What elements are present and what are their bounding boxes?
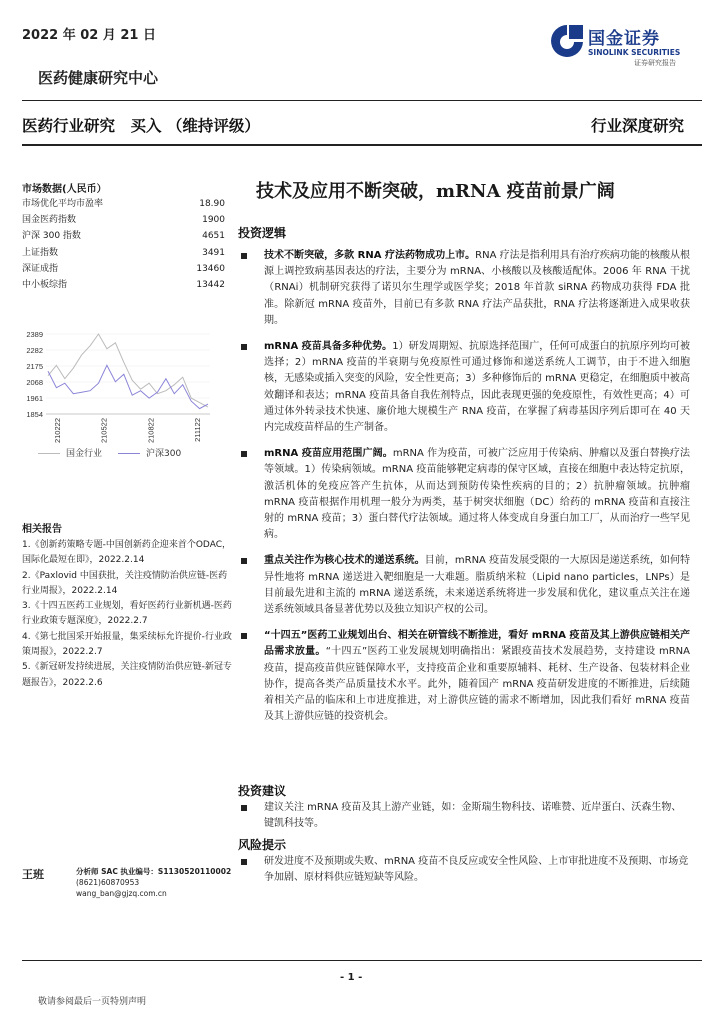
market-title: 市场数据(人民币） [22, 184, 107, 195]
report-category: 行业深度研究 [590, 116, 684, 135]
legend-item-industry: 国金行业 [38, 446, 102, 459]
market-row: 中小板综指 13442 [22, 279, 225, 290]
y-tick-label: 2282 [26, 346, 43, 355]
divider [22, 100, 702, 101]
logo-subtitle: 证券研究报告 [634, 59, 676, 67]
risk-title: 风险提示 [238, 838, 287, 852]
market-row: 市场优化平均市盈率 18.90 [22, 199, 225, 209]
related-list [22, 538, 236, 691]
market-row: 国金医药指数 1900 [22, 215, 225, 226]
analyst-name: 王班 [22, 868, 44, 881]
market-row: 沪深 300 指数 4651 [22, 231, 225, 242]
related-item[interactable]: 1.《创新药策略专题-中国创新药企迎来首个ODAC，国际化最短在即》，2022.2.14 [22, 540, 231, 566]
series-line-industry [48, 334, 208, 407]
related-item[interactable]: 3.《十四五医药工业规划，看好医药行业新机遇-医药行业政策专题深度》，2022.2.7 [22, 601, 232, 627]
divider [22, 144, 702, 146]
index-chart [18, 322, 218, 462]
related-item[interactable]: 5.《新冠研发持续进展，关注疫情防治供应链-新冠专题报告》，2022.2.6 [22, 662, 232, 688]
report-type: 医药行业研究 买入 （维持评级） [22, 117, 260, 135]
y-tick-label: 2175 [26, 362, 43, 371]
chart-legend [38, 446, 228, 459]
advice-title: 投资建议 [238, 784, 287, 798]
advice-block [238, 800, 690, 832]
logic-bullets [238, 248, 690, 735]
logic-title: 投资逻辑 [238, 226, 287, 240]
bullet-item: “十四五”医药工业规划出台、相关在研管线不断推进，看好 mRNA 疫苗及其上游供应链相关产品需求放量。“十四五”医药工业发展规划明确指出：紧跟疫苗技术发展趋势，支持建设 mRNA 疫苗，提高疫苗供应链保障水平，支持疫苗企业和重要原辅料、耗材、生产设备、包装材料企业协作，提高各类产品质量技术水平。此外，随着国产 mRNA 疫苗研发进度的不断推进，后续随着相关产品的临床和上市进度推进，对上游供应链的需求不断增加，因此我们看好 mRNA 疫苗及其上游供应链的投资机会。 [238, 628, 690, 725]
disclaimer: 敬请参阅最后一页特别声明 [38, 997, 147, 1007]
x-tick-label: 210222 [53, 418, 62, 444]
bullet-item: mRNA 疫苗应用范围广阔。mRNA 作为疫苗，可被广泛应用于传染病、肿瘤以及蛋白替换疗法等领域。1）传染病领域。mRNA 疫苗能够靶定病毒的保守区域，直接在细胞中表达特定抗原，激活机体的免疫应答产生抗体，从而达到预防传染性疾病的目的；2）抗肿瘤领域。抗肿瘤 mRNA 疫苗根据作用机理一般分为两类，基于树突状细胞（DC）给药的 mRNA 疫苗和直接注射的 mRNA 疫苗；3）蛋白替代疗法领域。通过将人体变成自身蛋白加工厂，从而治疗一些罕见病。 [238, 446, 690, 543]
risk-block [238, 854, 690, 886]
logo-cn: 国金证券 [588, 29, 660, 49]
market-row: 上证指数 3491 [22, 247, 225, 258]
legend-item-hs300: 沪深300 [118, 446, 181, 459]
bullet-item: 重点关注作为核心技术的递送系统。目前，mRNA 疫苗发展受限的一大原因是递送系统，如何特异性地将 mRNA 递送进入靶细胞是一大难题。脂质纳米粒（Lipid nano particles，LNPs）是目前最先进和主流的 mRNA 递送系统，未来递送系统将进一步发展和优化，建议重点关注在递送系统领域具备显著优势以及独立知识产权的公司。 [238, 553, 690, 618]
report-date: 2022 年 02 月 21 日 [22, 28, 156, 43]
x-tick-label: 210822 [146, 418, 156, 444]
logo-mark-icon [548, 22, 586, 62]
risk-text: 研发进度不及预期或失败、mRNA 疫苗不良反应或安全性风险、上市审批进度不及预期、市场竞争加剧、原材料供应链短缺等风险。 [238, 854, 690, 886]
y-tick-label: 1854 [26, 410, 43, 419]
analyst-info: 分析师 SAC 执业编号：S1130520110002 (8621)60870953 wang_ban@gjzq.com.cn [76, 867, 232, 898]
market-row: 深证成指 13460 [22, 263, 225, 274]
advice-text: 建议关注 mRNA 疫苗及其上游产业链，如：金斯瑞生物科技、诺唯赞、近岸蛋白、沃森生物、键凯科技等。 [238, 800, 690, 832]
related-item[interactable]: 2.《Paxlovid 中国获批，关注疫情防治供应链-医药行业周报》，2022.2.14 [22, 570, 228, 596]
page-number: - 1 - [340, 972, 363, 983]
report-title: 技术及应用不断突破，mRNA 疫苗前景广阔 [256, 181, 615, 202]
divider [22, 960, 702, 961]
y-tick-label: 2389 [26, 330, 43, 339]
y-tick-label: 2068 [26, 378, 43, 387]
related-title: 相关报告 [22, 524, 62, 535]
market-table [22, 196, 225, 293]
bullet-item: mRNA 疫苗具备多种优势。1）研发周期短、抗原选择范围广，任何可成蛋白的抗原序列均可被选择；2）mRNA 疫苗的半衰期与免疫原性可通过修饰和递送系统人工调节，由于不进入细胞核，无感染或插入突变的风险，安全性更高；3）多种修饰后的 mRNA 更稳定，在细胞质中被高效翻译和表达；mRNA 疫苗具备自我佐剂特点，因此表现更强的免疫原性，有效性更高；4）可通过体外转录技术快速、廉价地大规模生产 RNA 疫苗，在掌握了病毒基因序列后即可在 40 天内完成疫苗样品的生产制备。 [238, 339, 690, 436]
x-tick-label: 210522 [99, 418, 109, 444]
x-tick-label: 211122 [193, 418, 202, 442]
research-center: 医药健康研究中心 [38, 69, 159, 87]
logo-en: SINOLINK SECURITIES [588, 48, 681, 57]
bullet-item: 技术不断突破，多款 RNA 疗法药物成功上市。RNA 疗法是指利用具有治疗疾病功能的核酸从根源上调控致病基因表达的疗法，主要分为 mRNA、小核酸以及核酸适配体。2006 年 RNA 干扰（RNAi）机制研究获得了诺贝尔生理学或医学奖；2018 年首款 siRNA 药物成功获得 FDA 批准。除新冠 mRNA 疫苗外，目前已有多款 RNA 疗法产品获批，RNA 疗法将逐渐进入成果收获期。 [238, 248, 690, 329]
related-item[interactable]: 4.《第七批国采开始报量，集采续标允许提价-行业政策周报》，2022.2.7 [22, 631, 232, 658]
y-tick-label: 1961 [26, 394, 43, 403]
